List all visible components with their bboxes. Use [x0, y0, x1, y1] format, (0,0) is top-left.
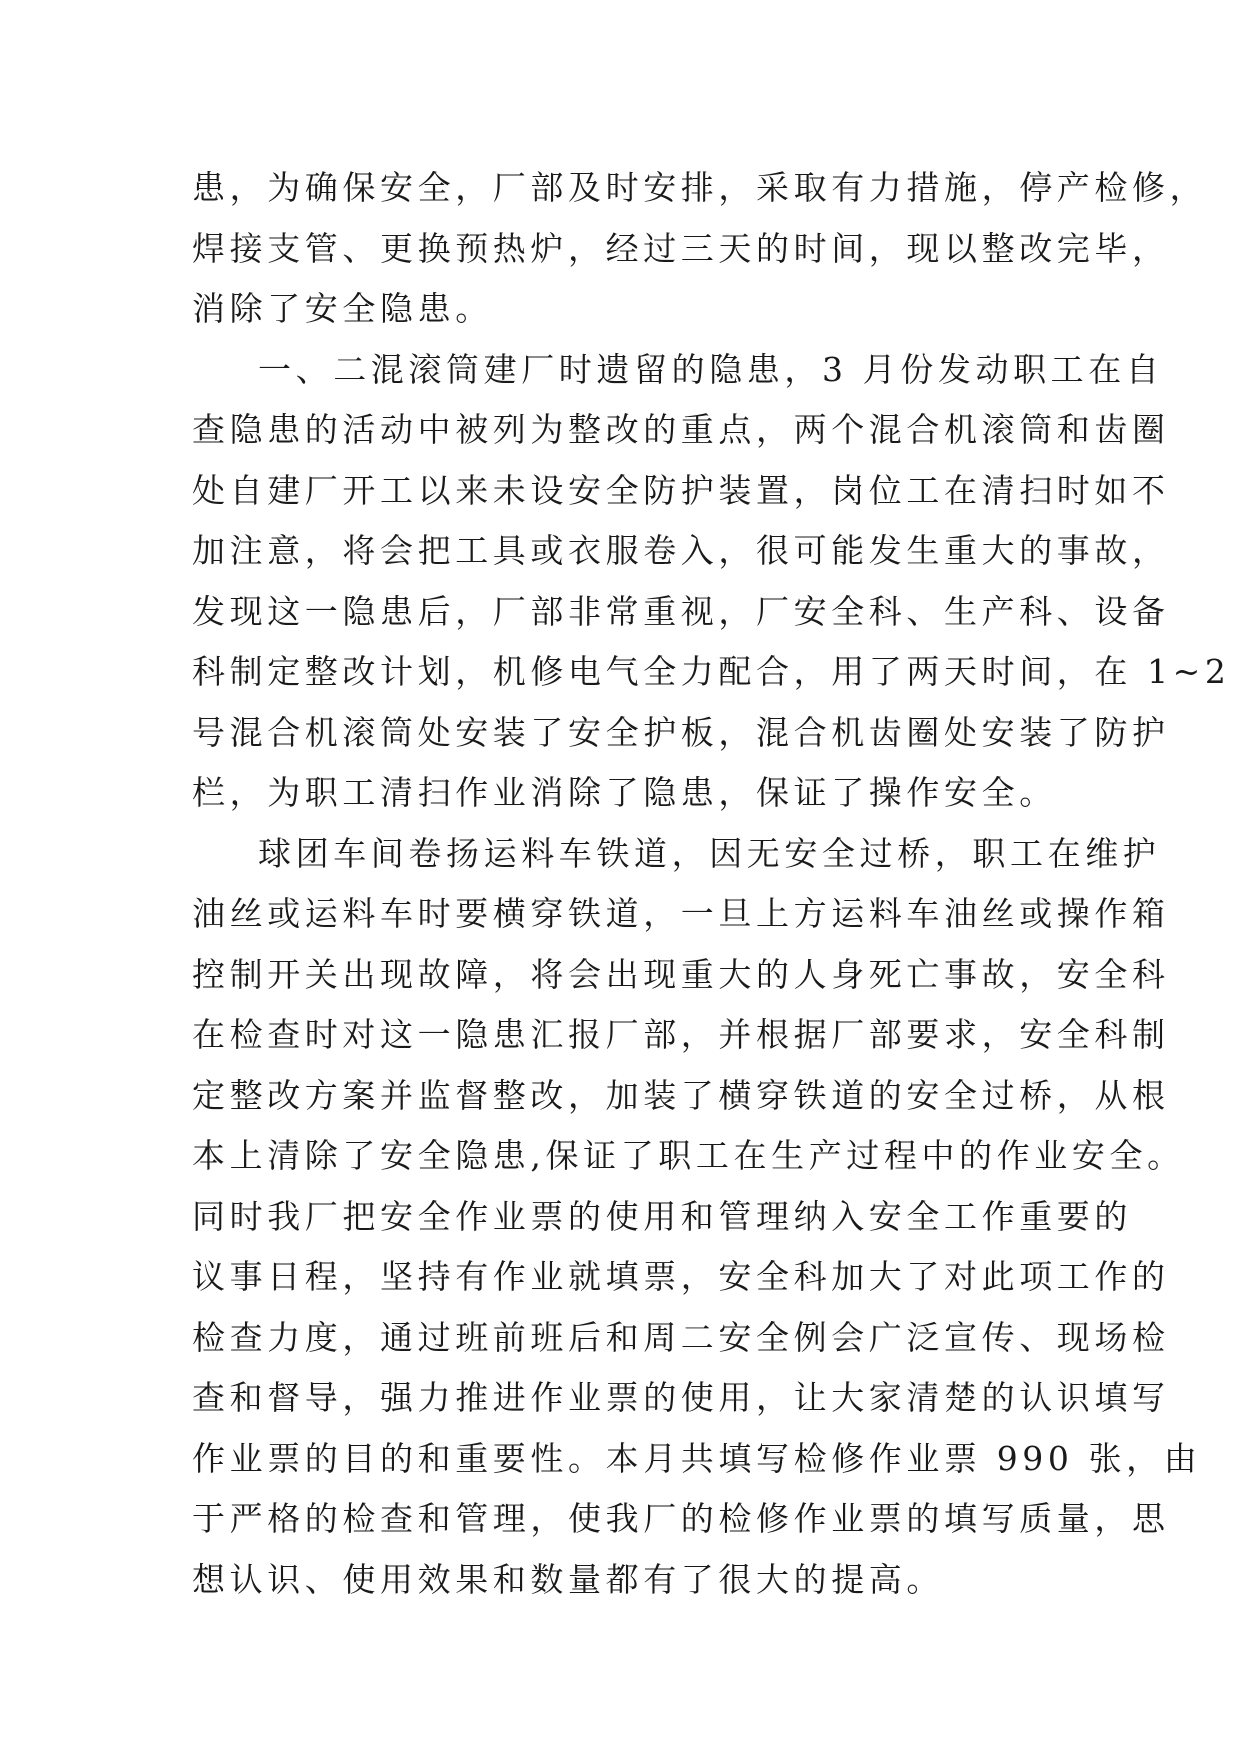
text-line: 在检查时对这一隐患汇报厂部，并根据厂部要求，安全科制: [192, 1015, 1170, 1054]
text-line: 处自建厂开工以来未设安全防护装置，岗位工在清扫时如不: [192, 470, 1170, 510]
text-line: 检查力度，通过班前班后和周二安全例会广泛宣传、现场检: [192, 1317, 1170, 1357]
text-line: 同时我厂把安全作业票的使用和管理纳入安全工作重要的: [192, 1196, 1132, 1236]
text-line: 查隐患的活动中被列为整改的重点，两个混合机滚筒和齿圈: [192, 410, 1170, 449]
document-body: [192, 158, 1231, 1610]
text-line: 查和督导，强力推进作业票的使用，让大家清楚的认识填写: [192, 1378, 1170, 1417]
text-line: 控制开关出现故障，将会出现重大的人身死亡事故，安全科: [192, 954, 1170, 994]
text-line: 发现这一隐患后，厂部非常重视，厂安全科、生产科、设备: [192, 591, 1170, 631]
text-line: 作业票的目的和重要性。本月共填写检修作业票 990 张，由: [192, 1438, 1202, 1478]
text-line: 本上清除了安全隐患,保证了职工在生产过程中的作业安全。: [192, 1136, 1185, 1175]
text-line: 消除了安全隐患。: [192, 289, 493, 328]
text-line: 栏，为职工清扫作业消除了隐患，保证了操作安全。: [192, 773, 1057, 812]
text-line: 定整改方案并监督整改，加装了横穿铁道的安全过桥，从根: [192, 1075, 1170, 1115]
text-line: 患，为确保安全，厂部及时安排，采取有力措施，停产检修，: [192, 168, 1208, 207]
paragraph-first-line: 一、二混滚筒建厂时遗留的隐患，3 月份发动职工在自: [258, 349, 1164, 389]
text-line: 加注意，将会把工具或衣服卷入，很可能发生重大的事故，: [192, 531, 1170, 570]
text-line: 议事日程，坚持有作业就填票，安全科加大了对此项工作的: [192, 1257, 1170, 1296]
text-line: 焊接支管、更换预热炉，经过三天的时间，现以整改完毕，: [192, 228, 1170, 268]
text-line: 油丝或运料车时要横穿铁道，一旦上方运料车油丝或操作箱: [192, 894, 1170, 933]
text-line: 科制定整改计划，机修电气全力配合，用了两天时间，在 1~2: [192, 652, 1231, 691]
text-line: 号混合机滚筒处安装了安全护板，混合机齿圈处安装了防护: [192, 712, 1170, 752]
text-line: 想认识、使用效果和数量都有了很大的提高。: [192, 1559, 944, 1599]
text-line: 于严格的检查和管理，使我厂的检修作业票的填写质量，思: [192, 1499, 1170, 1538]
paragraph-first-line: 球团车间卷扬运料车铁道，因无安全过桥，职工在维护: [258, 833, 1161, 873]
